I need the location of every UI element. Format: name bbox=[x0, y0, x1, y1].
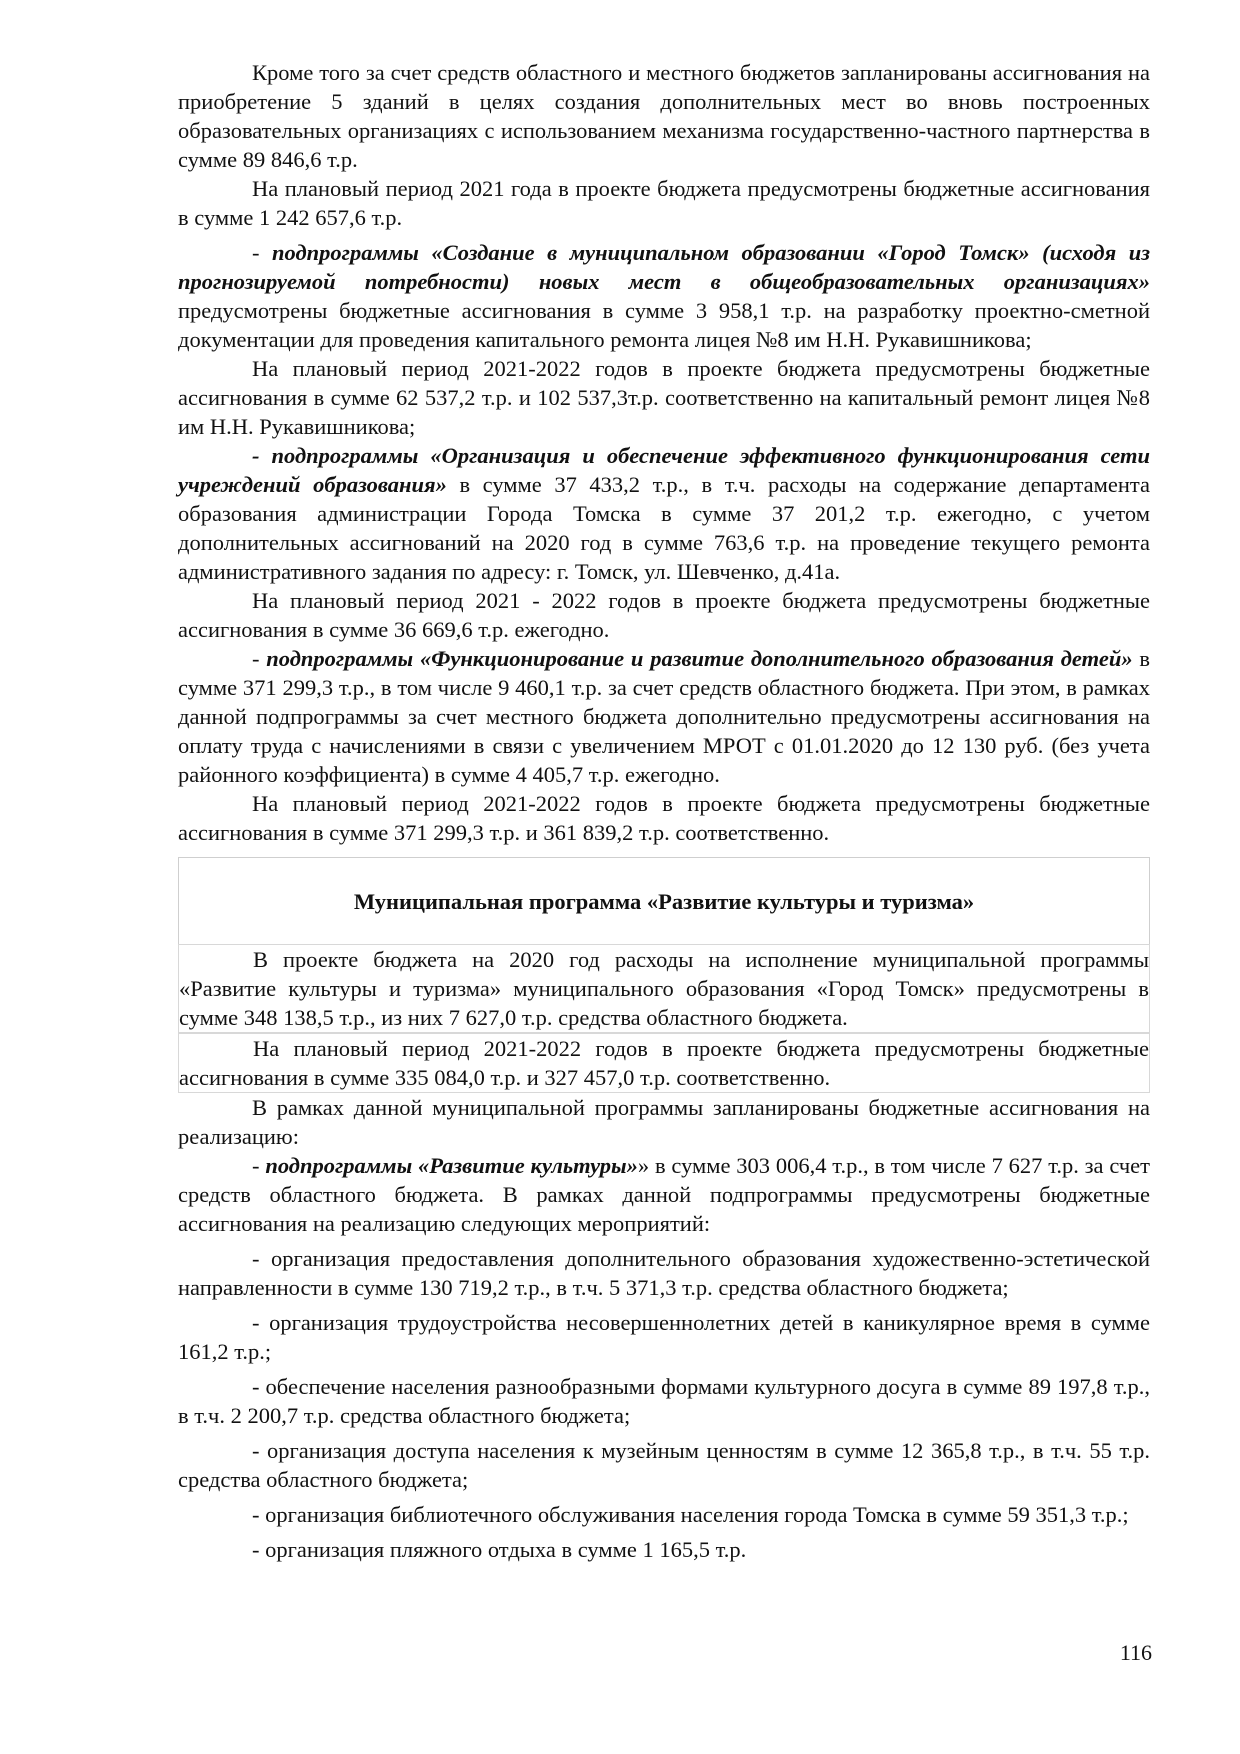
paragraph-3-prefix: - bbox=[252, 240, 272, 265]
section-paragraph-4 bbox=[178, 1151, 1150, 1238]
section-paragraph-1: В проекте бюджета на 2020 год расходы на исполнение муниципальной программы «Развитие культуры и туризма» муниципального образования «Город Томск» предусмотрены в сумме 348 138,5 т.р., из них 7 627,0 т.р. средства областного бюджета. bbox=[178, 944, 1150, 1033]
list-item: - организация доступа населения к музейным ценностям в сумме 12 365,8 т.р., в т.ч. 55 т.р. средства областного бюджета; bbox=[178, 1438, 1150, 1492]
subprogram-title-network: - подпрограммы «Организация и обеспечение эффективного функционирования сети учреждений образования» bbox=[178, 443, 1150, 497]
subprogram-title-additional-education: подпрограммы «Функционирование и развитие дополнительного образования детей» bbox=[266, 646, 1133, 671]
list-item: - организация пляжного отдыха в сумме 1 165,5 т.р. bbox=[252, 1537, 747, 1562]
paragraph-8: На плановый период 2021-2022 годов в проекте бюджета предусмотрены бюджетные ассигнования в сумме 371 299,3 т.р. и 361 839,2 т.р. соответственно. bbox=[178, 791, 1150, 845]
subprogram-title-new-places: подпрограммы «Создание в муниципальном образовании «Город Томск» (исходя из прогнозируемой потребности) новых мест в общеобразовательных организациях» bbox=[178, 240, 1150, 294]
list-item: - организация трудоустройства несовершеннолетних детей в каникулярное время в сумме 161,2 т.р.; bbox=[178, 1310, 1150, 1364]
paragraph-2: На плановый период 2021 года в проекте бюджета предусмотрены бюджетные ассигнования в сумме 1 242 657,6 т.р. bbox=[178, 176, 1150, 230]
paragraph-1: Кроме того за счет средств областного и местного бюджетов запланированы ассигнования на приобретение 5 зданий в целях создания дополнительных мест во вновь построенных образовательных организациях с использованием механизма государственно-частного партнерства в сумме 89 846,6 т.р. bbox=[178, 60, 1150, 172]
list-item: - организация библиотечного обслуживания населения города Томска в сумме 59 351,3 т.р.; bbox=[252, 1502, 1129, 1527]
paragraph-4: На плановый период 2021-2022 годов в проекте бюджета предусмотрены бюджетные ассигнования в сумме 62 537,2 т.р. и 102 537,3т.р. соответственно на капитальный ремонт лицея №8 им Н.Н. Рукавишникова; bbox=[178, 356, 1150, 439]
paragraph-3 bbox=[178, 238, 1150, 354]
paragraph-7-prefix: - bbox=[252, 646, 267, 671]
paragraph-5 bbox=[178, 441, 1150, 586]
paragraph-7-text: в сумме 371 299,3 т.р., в том числе 9 460,1 т.р. за счет средств областного бюджета. При этом, в рамках данной подпрограммы за счет местного бюджета дополнительно предусмотрены ассигнования на оплату труда с начислениями в связи с увеличением МРОТ с 01.01.2020 до 12 130 руб. (без учета районного коэффициента) в сумме 4 405,7 т.р. ежегодно. bbox=[178, 646, 1150, 787]
list-item: - обеспечение населения разнообразными формами культурного досуга в сумме 89 197,8 т.р., в т.ч. 2 200,7 т.р. средства областного бюджета; bbox=[178, 1374, 1150, 1428]
list-item: - организация предоставления дополнительного образования художественно-эстетической направленности в сумме 130 719,2 т.р., в т.ч. 5 371,3 т.р. средства областного бюджета; bbox=[178, 1246, 1150, 1300]
section-paragraph-2: На плановый период 2021-2022 годов в проекте бюджета предусмотрены бюджетные ассигнования в сумме 335 084,0 т.р. и 327 457,0 т.р. соответственно. bbox=[178, 1033, 1150, 1093]
paragraph-7 bbox=[178, 644, 1150, 789]
subprogram-title-culture: подпрограммы «Развитие культуры» bbox=[265, 1153, 638, 1178]
section-heading-box bbox=[178, 857, 1150, 944]
paragraph-5-text: в сумме 37 433,2 т.р., в т.ч. расходы на содержание департамента образования администрации Города Томска в сумме 37 201,2 т.р. ежегодно, с учетом дополнительных ассигнований на 2020 год в сумме 763,6 т.р. на проведение текущего ремонта административного задания по адресу: г. Томск, ул. Шевченко, д.41а. bbox=[178, 472, 1150, 584]
document-body bbox=[178, 58, 1150, 1564]
section-heading: Муниципальная программа «Развитие культуры и туризма» bbox=[353, 888, 975, 914]
section-paragraph-3: В рамках данной муниципальной программы запланированы бюджетные ассигнования на реализацию: bbox=[178, 1095, 1150, 1149]
page-number: 116 bbox=[1119, 1640, 1152, 1665]
section-paragraph-4-text: » в сумме 303 006,4 т.р., в том числе 7 627 т.р. за счет средств областного бюджета. В рамках данной подпрограммы предусмотрены бюджетные ассигнования на реализацию следующих мероприятий: bbox=[178, 1153, 1150, 1236]
paragraph-6: На плановый период 2021 - 2022 годов в проекте бюджета предусмотрены бюджетные ассигнования в сумме 36 669,6 т.р. ежегодно. bbox=[178, 588, 1150, 642]
section-paragraph-4-prefix: - bbox=[252, 1153, 266, 1178]
paragraph-3-text: предусмотрены бюджетные ассигнования в сумме 3 958,1 т.р. на разработку проектно-сметной документации для проведения капитального ремонта лицея №8 им Н.Н. Рукавишникова; bbox=[178, 298, 1150, 352]
